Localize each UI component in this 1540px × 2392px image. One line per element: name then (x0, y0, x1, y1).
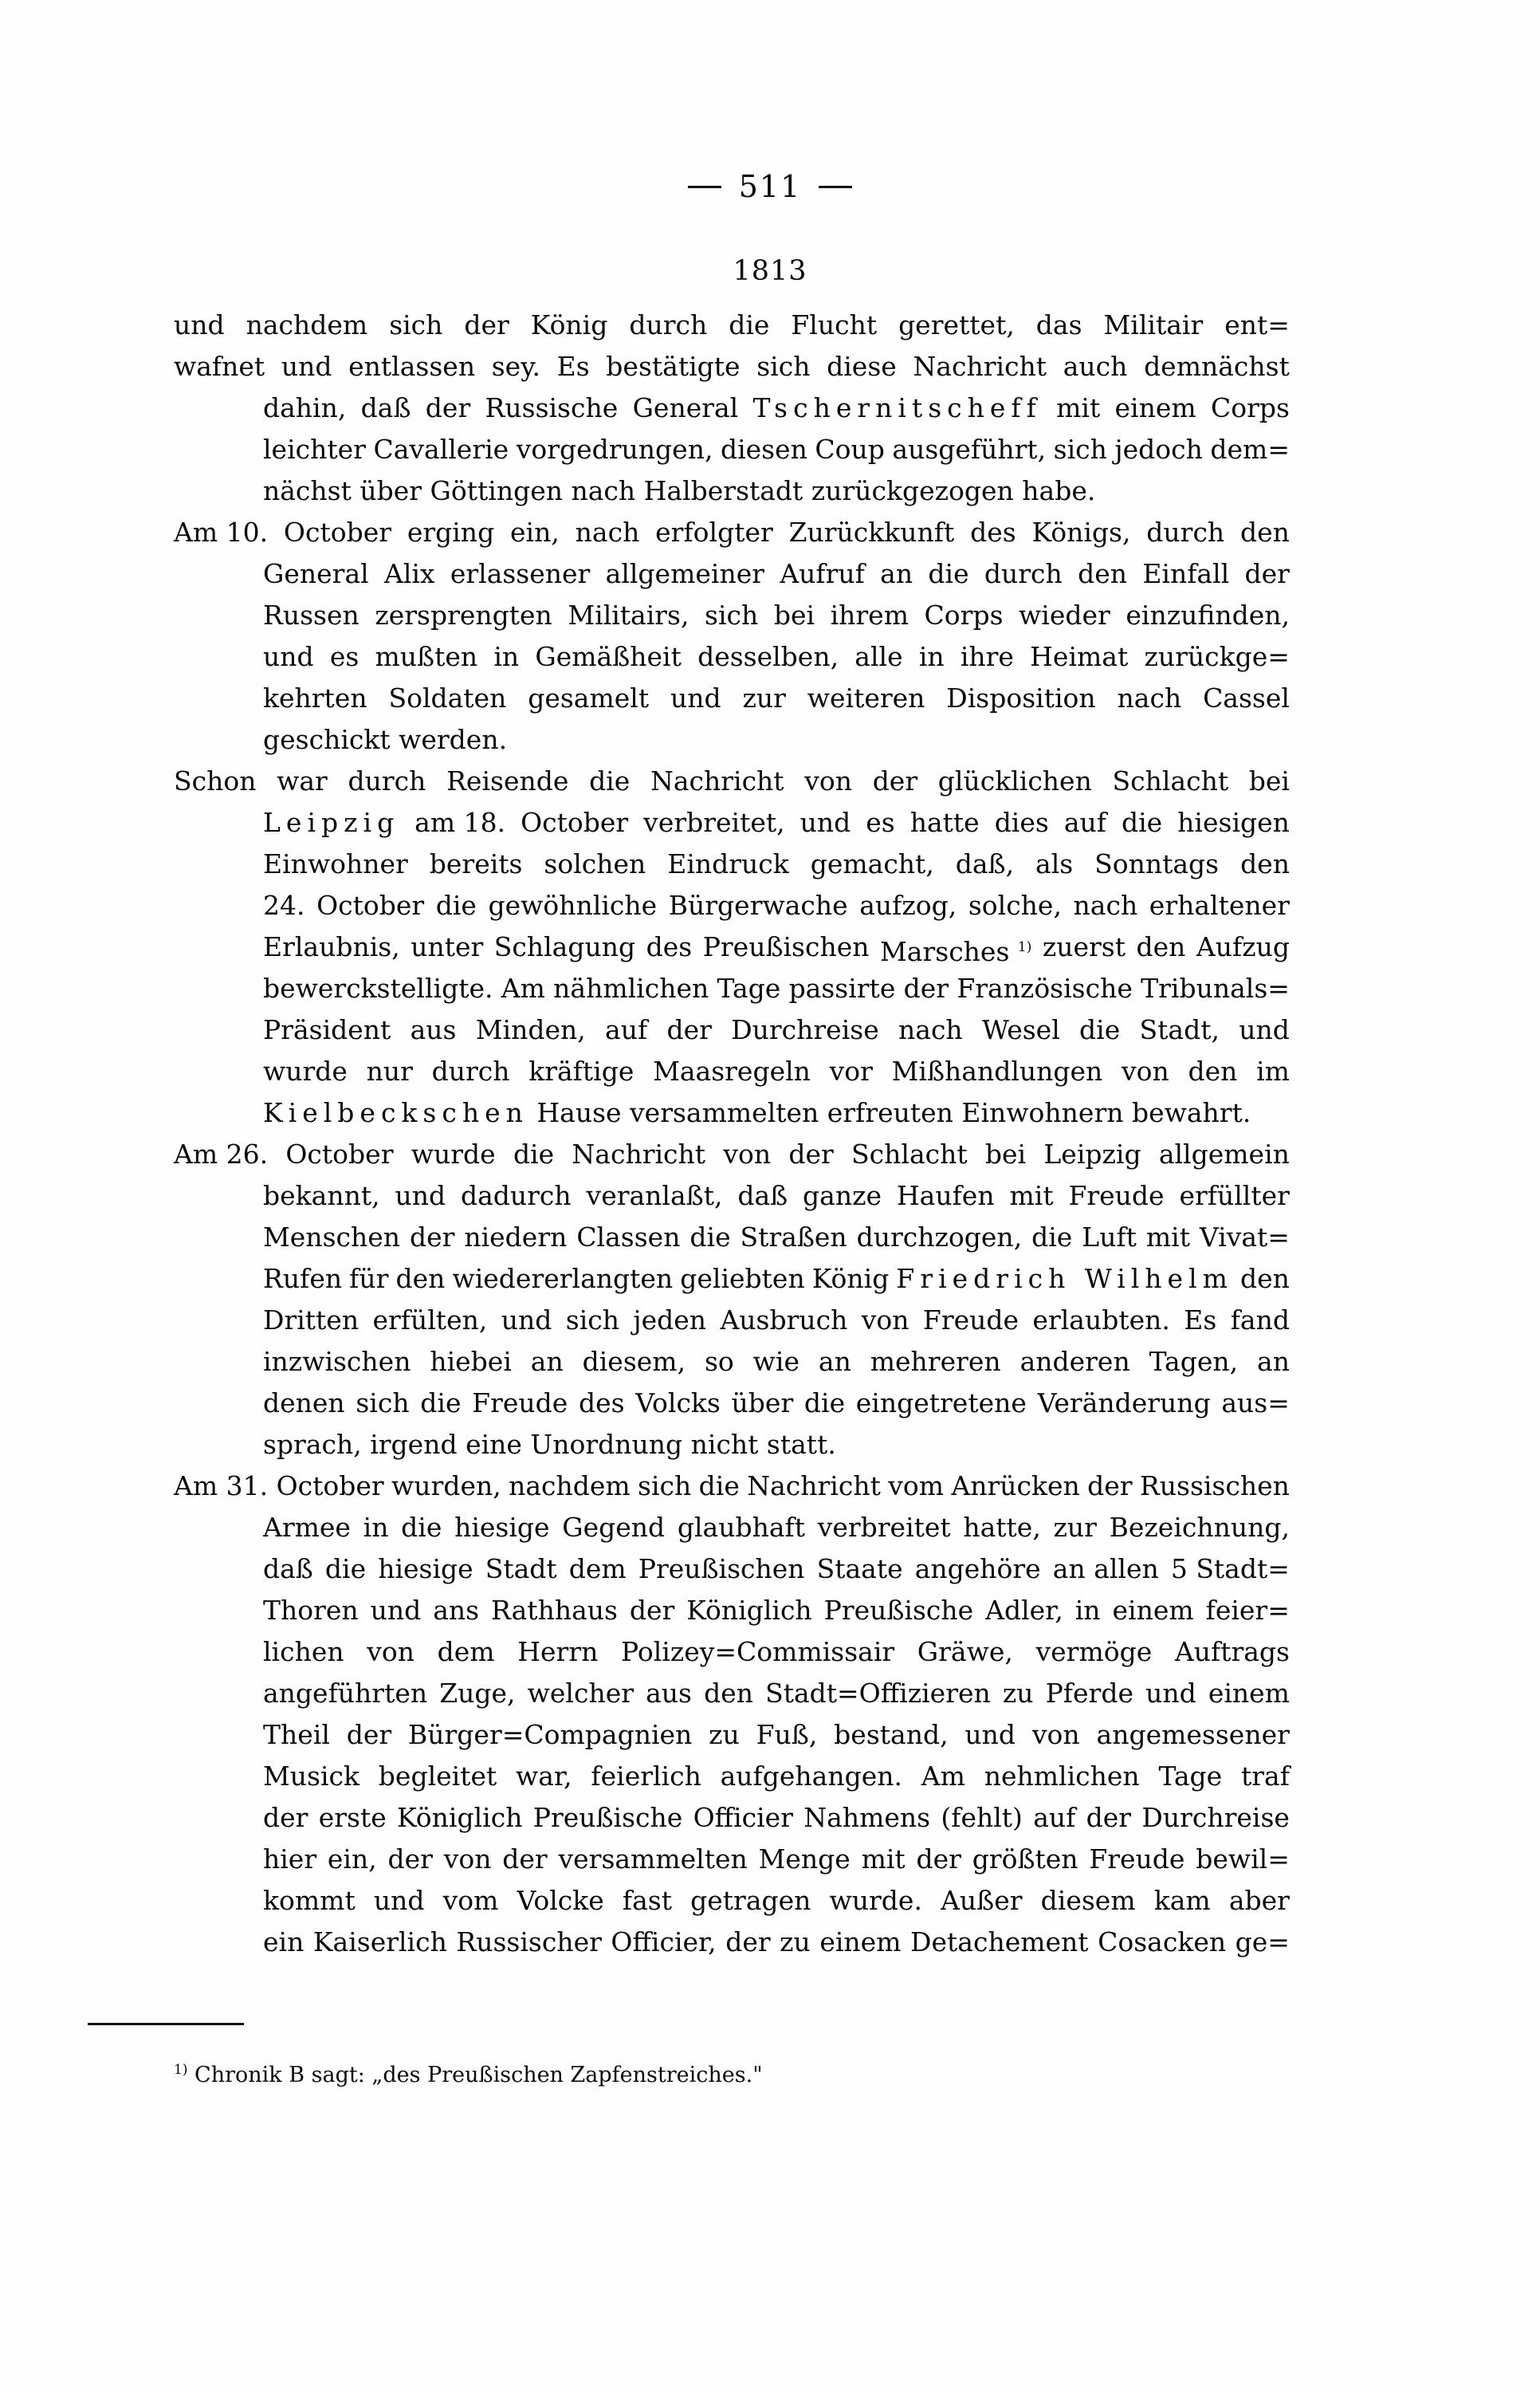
text-line: dahin, daß der Russische General Tschernitscheff mit einem Corps (263, 392, 1290, 423)
text-line: Menschen der niedern Classen die Straßen durchzogen, die Luft mit Vivat= (263, 1222, 1290, 1253)
page-folio (0, 169, 1540, 204)
folio-rule-left (688, 186, 721, 188)
footnote-text: Chronik B sagt: „des Preußischen Zapfenstreiches." (194, 2063, 763, 2087)
text-line: Schon war durch Reisende die Nachricht von der glücklichen Schlacht bei (174, 765, 1290, 797)
text-line: Am 31. October wurden, nachdem sich die Nachricht vom Anrücken der Russischen (174, 1470, 1290, 1501)
text-line: und es mußten in Gemäßheit desselben, alle in ihre Heimat zurückge= (263, 641, 1290, 672)
text-line: Musick begleitet war, feierlich aufgehangen. Am nehmlichen Tage traf (263, 1761, 1290, 1792)
text-line: Leipzig am 18. October verbreitet, und es hatte dies auf die hiesigen (263, 807, 1290, 838)
text-line: Am 26. October wurde die Nachricht von der Schlacht bei Leipzig allgemein (174, 1139, 1290, 1170)
footnote-separator-rule (88, 2023, 244, 2025)
text-line: lichen von dem Herrn Polizey=Commissair Gräwe, vermöge Auftrags (263, 1636, 1290, 1667)
text-line: Theil der Bürger=Compagnien zu Fuß, bestand, und von angemessener (263, 1719, 1290, 1750)
text-line: Thoren und ans Rathhaus der Königlich Preußische Adler, in einem feier= (263, 1595, 1290, 1626)
text-line: nächst über Göttingen nach Halberstadt zurückgezogen habe. (263, 475, 1096, 506)
footnote (174, 2054, 1290, 2091)
text-line: ein Kaiserlich Russischer Officier, der zu einem Detachement Cosacken ge= (263, 1926, 1290, 1957)
folio-rule-right (819, 186, 852, 188)
text-line: Rufen für den wiedererlangten geliebten König Friedrich Wilhelm den (263, 1263, 1290, 1294)
text-line: kommt und vom Volcke fast getragen wurde. Außer diesem kam aber (263, 1885, 1290, 1916)
text-line: Russen zersprengten Militairs, sich bei ihrem Corps wieder einzufinden, (263, 600, 1290, 631)
text-line: Erlaubnis, unter Schlagung des Preußischen Marsches $^{1)}$ zuerst den Aufzug (263, 931, 1290, 967)
text-line: leichter Cavallerie vorgedrungen, diesen Coup ausgeführt, sich jedoch dem= (263, 434, 1290, 465)
text-line: bekannt, und dadurch veranlaßt, daß ganze Haufen mit Freude erfüllter (263, 1180, 1290, 1211)
text-line: wafnet und entlassen sey. Es bestätigte sich diese Nachricht auch demnächst (174, 351, 1290, 382)
text-line: Am 10. October erging ein, nach erfolgter Zurückkunft des Königs, durch den (174, 517, 1290, 548)
text-line: daß die hiesige Stadt dem Preußischen Staate angehöre an allen 5 Stadt= (263, 1553, 1290, 1584)
body-text (174, 305, 1290, 1963)
text-line: sprach, irgend eine Unordnung nicht statt. (263, 1429, 836, 1460)
text-line: und nachdem sich der König durch die Flucht gerettet, das Militair ent= (174, 309, 1290, 340)
text-line: der erste Königlich Preußische Officier Nahmens (fehlt) auf der Durchreise (263, 1802, 1290, 1833)
text-line: angeführten Zuge, welcher aus den Stadt=Offizieren zu Pferde und einem (263, 1678, 1290, 1709)
text-line: kehrten Soldaten gesamelt und zur weiteren Disposition nach Cassel (263, 683, 1290, 714)
text-line: geschickt werden. (263, 724, 508, 755)
text-line: inzwischen hiebei an diesem, so wie an mehreren anderen Tagen, an (263, 1346, 1290, 1377)
text-line: Kielbeckschen Hause versammelten erfreuten Einwohnern bewahrt. (263, 1097, 1251, 1128)
text-line: 24. October die gewöhnliche Bürgerwache aufzog, solche, nach erhaltener (263, 890, 1290, 921)
text-line: Armee in die hiesige Gegend glaubhaft verbreitet hatte, zur Bezeichnung, (263, 1512, 1290, 1543)
year-heading: 1813 (733, 255, 807, 287)
folio-number: 511 (738, 169, 802, 204)
footnote-marker: 1) (174, 2062, 188, 2078)
text-line: Dritten erfülten, und sich jeden Ausbruch von Freude erlaubten. Es fand (263, 1304, 1290, 1336)
text-line: General Alix erlassener allgemeiner Aufruf an die durch den Einfall der (263, 558, 1290, 589)
text-line: bewerckstelligte. Am nähmlichen Tage passirte der Französische Tribunals= (263, 973, 1290, 1004)
text-line: Präsident aus Minden, auf der Durchreise nach Wesel die Stadt, und (263, 1014, 1290, 1045)
text-line: Einwohner bereits solchen Eindruck gemacht, daß, als Sonntags den (263, 848, 1290, 879)
text-line: denen sich die Freude des Volcks über die eingetretene Veränderung aus= (263, 1387, 1290, 1418)
text-line: wurde nur durch kräftige Maasregeln vor Mißhandlungen von den im (263, 1056, 1290, 1087)
text-line: hier ein, der von der versammelten Menge mit der größten Freude bewil= (263, 1843, 1290, 1875)
